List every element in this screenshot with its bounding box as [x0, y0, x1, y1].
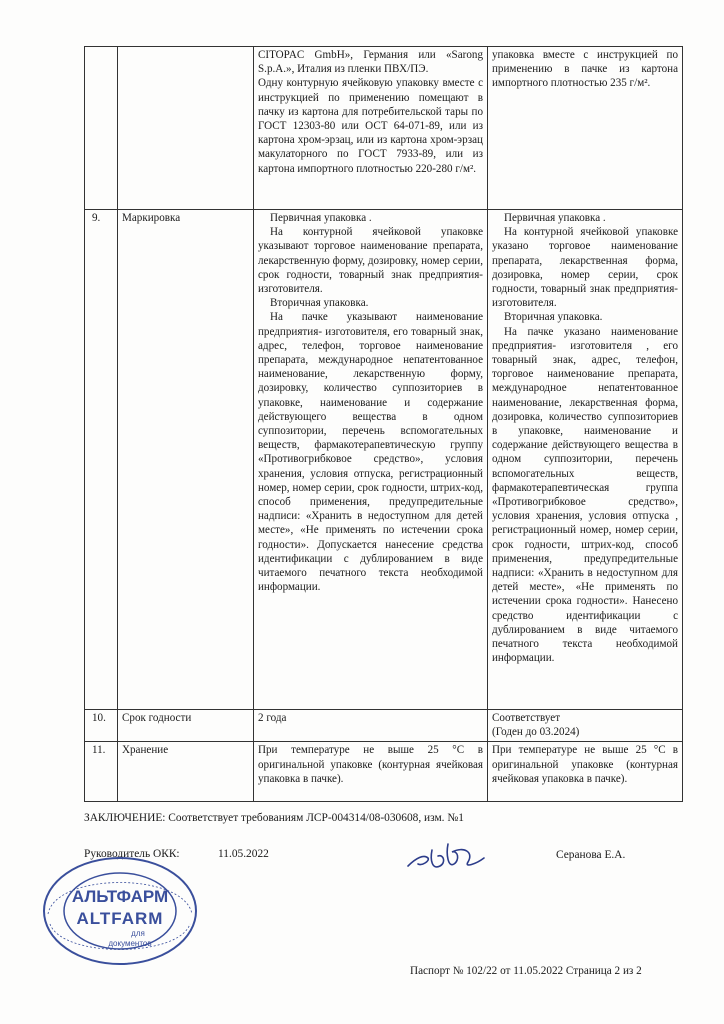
- result-cell: При температуре не выше 25 °C в оригинальной упаковке (контурная ячейковая упаковка в пачке).: [488, 742, 683, 802]
- primary-package-text: На контурной ячейковой упаковке указывают торговое наименование препарата, лекарственную форму, дозировку, номер серии, срок годности, товарный знак предприятия-изготовителя.: [258, 226, 483, 296]
- signoff-date: 11.05.2022: [218, 848, 269, 860]
- parameter-name: Маркировка: [118, 210, 254, 710]
- requirement-cell: [254, 210, 488, 710]
- result-cell: упаковка вместе с инструкцией по применению в пачке из картона импортного плотностью 235 г/м².: [488, 47, 683, 210]
- result-cell: [488, 210, 683, 710]
- secondary-package-heading: Вторичная упаковка.: [504, 311, 603, 324]
- page-footer: Паспорт № 102/22 от 11.05.2022 Страница 2 из 2: [410, 965, 642, 977]
- result-cell: Соответствует (Годен до 03.2024): [488, 710, 683, 742]
- conclusion-text: ЗАКЛЮЧЕНИЕ: Соответствует требованиям ЛСР-004314/08-030608, изм. №1: [84, 812, 464, 824]
- number-cell: [85, 47, 118, 210]
- specification-table: [84, 46, 683, 802]
- stamp-org-ru: АЛЬТФАРМ: [71, 887, 169, 906]
- requirement-cell: При температуре не выше 25 °C в оригинальной упаковке (контурная ячейковая упаковка в пачке).: [254, 742, 488, 802]
- requirement-cell: 2 года: [254, 710, 488, 742]
- stamp-sub-2: документов: [108, 939, 152, 948]
- row-number: 9.: [85, 210, 118, 710]
- table-row: [85, 210, 683, 710]
- requirement-cell: CITOPAC GmbH», Германия или «Sarong S.p.A.», Италия из пленки ПВХ/ПЭ. Одну контурную ячейковую упаковку вместе с инструкцией по применению помещают в пачку из картона для потребительской тары по ГОСТ 12303-80 или ОСТ 64-071-89, или из картона хром-эрзац, или из картона хром-эрзац макулаторного по ГОСТ 7933-89, или из картона импортного плотностью 220-280 г/м².: [254, 47, 488, 210]
- primary-package-text: На контурной ячейковой упаковке указано торговое наименование препарата, лекарственная форма, дозировка, номер серии, срок годности, товарный знак предприятия-изготовителя.: [492, 226, 678, 310]
- parameter-name: Срок годности: [118, 710, 254, 742]
- secondary-package-text: На пачке указывают наименование предприятия- изготовителя, его товарный знак, адрес, телефон, торговое наименование препарата, международное непатентованное наименование, лекарственную форму, дозировку, количество суппозиториев в упаковке, наименование и содержание действующего вещества в одном суппозитории, перечень вспомогательных веществ, фармакотерапевтическую группу «Противогрибковое средство», условия хранения, условия отпуска, регистрационный номер, номер серии, срок годности, штрих-код, способ применения, предупредительные надписи: «Хранить в недоступном для детей месте», «Не применять по истечении срока годности». Допускается нанесение средства идентификации с дублированием в виде читаемого печатного текста необходимой информации.: [258, 311, 483, 594]
- organization-stamp: [38, 852, 202, 970]
- stamp-sub-1: для: [131, 929, 145, 938]
- secondary-package-text: На пачке указано наименование предприятия- изготовителя , его товарный знак, адрес, телефон, торговое наименование препарата, международное непатентованное наименование, лекарственная форма, дозировка, количество суппозиториев в упаковке, наименование и содержание действующего вещества в одном суппозитории, перечень вспомогательных веществ, фармакотерапевтическая группа «Противогрибковое средство», условия хранения, условия отпуска , регистрационный номер, номер серии, срок годности, штрих-код, способ применения, предупредительные надписи: «Хранить в недоступном для детей месте», «Не применять по истечении срока годности». Нанесено средство идентификации с дублированием в виде читаемого печатного текста необходимой информации.: [492, 325, 678, 665]
- signoff-name: Серанова Е.А.: [556, 849, 626, 861]
- stamp-org-en: ALTFARM: [76, 909, 164, 928]
- parameter-cell: [118, 47, 254, 210]
- table-row: [85, 47, 683, 210]
- table-row: [85, 710, 683, 742]
- row-number: 11.: [85, 742, 118, 802]
- primary-package-heading: Первичная упаковка .: [504, 212, 606, 224]
- table-row: [85, 742, 683, 802]
- parameter-name: Хранение: [118, 742, 254, 802]
- primary-package-heading: Первичная упаковка .: [270, 212, 372, 224]
- secondary-package-heading: Вторичная упаковка.: [270, 297, 369, 310]
- row-number: 10.: [85, 710, 118, 742]
- signoff-title: Руководитель ОКК:: [84, 848, 180, 860]
- handwritten-signature: [402, 836, 502, 880]
